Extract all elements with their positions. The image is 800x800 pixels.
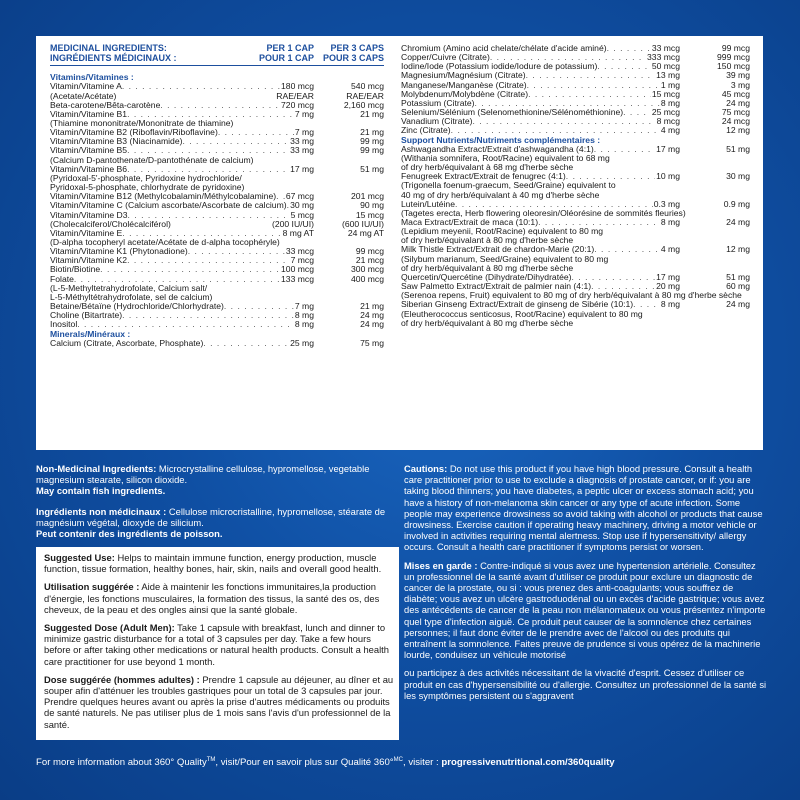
ingredient-row (50, 201, 384, 210)
header-col1-fr: POUR 1 CAP (258, 52, 314, 63)
ingredient-name: Vitamin/Vitamine B12 (Methylcobalamin/Méthylcobalamine) (50, 192, 277, 202)
ingredient-name: Vitamin/Vitamine K2 (50, 256, 128, 266)
ingredients-panel (36, 36, 763, 450)
amount-per-1-cap: 33 mcg (285, 246, 314, 257)
ingredient-row (401, 81, 750, 90)
ingredient-name: Selenium/Sélénium (Selenomethionine/Sélénométhionine) (401, 108, 624, 118)
leader-dots (472, 117, 655, 126)
ingredient-source-note: (Thiamine mononitrate/Mononitrate de thiamine) (50, 117, 234, 128)
utilisation-label: Utilisation suggérée : (44, 581, 140, 593)
amount-per-1-cap: 67 mcg (285, 191, 314, 202)
leader-dots (122, 311, 294, 320)
header-col1-en: PER 1 CAP (266, 43, 314, 53)
leader-dots (188, 247, 285, 256)
amount-per-1-cap: 180 mcg (281, 81, 314, 92)
amount-per-1-cap: 4 mg (660, 244, 680, 255)
leader-dots (490, 53, 646, 62)
leader-dots (597, 62, 650, 71)
amount-per-3-caps: 24 mg (726, 299, 750, 310)
amount-per-1-cap: 720 mcg (281, 99, 314, 110)
amount-per-1-cap: 100 mcg (281, 264, 314, 275)
header-divider (50, 65, 384, 66)
ingredient-row (401, 108, 750, 117)
nonmed-fr-text: Cellulose microcristalline, hypromellose, stéarate de magnésium végétal, dioxyde de silicium. (36, 505, 386, 528)
amount-per-1-cap: 17 mg (290, 163, 314, 174)
suggested-use-text: Helps to maintain immune function, energy production, muscle function, tissue formation, healthy bones, hair, skin, nails and overall good health. (44, 552, 382, 575)
ingredient-name: Saw Palmetto Extract/Extrait de palmier nain (4:1) (401, 282, 592, 292)
ingredient-source-note: of dry herb/équivalant à 80 mg d'herbe sèche (401, 317, 574, 328)
amount-per-3-caps: 24 mg (360, 319, 384, 330)
ingredient-name: Vitamin/Vitamine E (50, 228, 123, 238)
header-col2-en: PER 3 CAPS (330, 43, 384, 53)
ingredient-name: Fenugreek Extract/Extrait de fenugrec (4:1) (401, 172, 566, 182)
ingredient-source-note: (Lepidium meyenii, Root/Racine) equivalent to 80 mg (401, 226, 604, 237)
leader-dots (276, 192, 285, 201)
ingredient-name: Molybdenum/Molybdène (Citrate) (401, 89, 529, 99)
ingredient-name: Vitamin/Vitamine A (50, 82, 122, 92)
amount-per-3-caps: 201 mcg (351, 191, 384, 202)
ingredient-row (401, 90, 750, 99)
amount-per-3-caps: 2,160 mcg (343, 99, 384, 110)
ingredient-name: Calcium (Citrate, Ascorbate, Phosphate) (50, 338, 204, 348)
nonmed-en-text: Microcrystalline cellulose, hypromellose, vegetable magnesium stearate, silicon dioxide. (36, 463, 370, 486)
ingredient-name: Vitamin/Vitamine K1 (Phytonadione) (50, 247, 188, 257)
ingredient-name: Vanadium (Citrate) (401, 117, 473, 127)
amount-per-3-caps: 24 mg (726, 97, 750, 108)
cautions-section (404, 463, 768, 708)
nonmed-fr-fish: Peut contenir des ingrédients de poisson. (36, 528, 223, 540)
leader-dots (527, 81, 660, 90)
amount-per-3-caps: 99 mg (360, 145, 384, 156)
ingredients-left-column (50, 44, 384, 348)
ingredient-source-note: (Eleutherococcus senticosus, Root/Racine) equivalent to 80 mg (401, 308, 643, 319)
amount-per-1-cap: 17 mg (656, 271, 680, 282)
ingredient-name: Lutein/Lutéine (401, 199, 455, 209)
ingredient-row (50, 101, 384, 110)
amount-per-3-caps: 12 mg (726, 244, 750, 255)
ingredient-row (50, 211, 384, 220)
ingredient-source-note: (Silybum marianum, Seed/Graine) equivalent to 80 mg (401, 253, 609, 264)
amount-per-1-cap: 7 mg (294, 108, 314, 119)
ingredient-name: Vitamin/Vitamine D3 (50, 210, 128, 220)
amount-per-3-caps: 39 mg (726, 70, 750, 81)
minerals-list-continued (401, 44, 750, 136)
minerals-section-title: Minerals/Minéraux : (50, 328, 131, 339)
amount-per-1-cap: 30 mg (290, 200, 314, 211)
amount-per-1-cap: 5 mcg (290, 209, 314, 220)
leader-dots (116, 92, 275, 101)
amount-per-1-cap: 7 mg (294, 127, 314, 138)
amount-per-3-caps: 0.9 mg (723, 198, 750, 209)
ingredient-name: Vitamin/Vitamine B2 (Riboflavin/Riboflavine) (50, 128, 218, 138)
amount-per-3-caps: 24 mg (360, 310, 384, 321)
ingredient-row (50, 302, 384, 311)
footer-mc: MC (393, 757, 403, 763)
ingredient-name: Vitamin/Vitamine B1 (50, 109, 128, 119)
ingredient-name: Iodine/Iode (Potassium iodide/Iodure de potassium) (401, 62, 598, 72)
ingredient-row (50, 247, 384, 256)
leader-dots (127, 256, 290, 265)
ingredient-name: Milk Thistle Extract/Extrait de chardon-Marie (20:1) (401, 245, 595, 255)
ingredient-source-note: (Pyridoxal-5'-phosphate, Pyridoxine hydrochloride/ (50, 172, 242, 183)
footer-url[interactable]: progressivenutritional.com/360quality (441, 757, 615, 769)
amount-per-3-caps: 99 mcg (355, 246, 384, 257)
ingredient-row (50, 82, 384, 91)
amount-per-3-caps: 12 mg (726, 125, 750, 136)
amount-per-3-caps: 150 mcg (717, 61, 750, 72)
ingredient-source-note: of dry herb/équivalant à 80 mg d'herbe sèche (401, 262, 574, 273)
amount-per-1-cap: 25 mcg (651, 107, 680, 118)
amount-per-3-caps: 400 mcg (351, 273, 384, 284)
amount-per-3-caps: 99 mg (360, 136, 384, 147)
ingredient-name: Inositol (50, 320, 78, 330)
leader-dots (171, 220, 271, 229)
amount-per-1-cap: RAE/EAR (276, 90, 314, 101)
amount-per-3-caps: RAE/EAR (346, 90, 384, 101)
ingredient-name: Biotin/Biotine (50, 265, 101, 275)
ingredient-source-note: (Withania somnifera, Root/Racine) equivalent to 68 mg (401, 152, 610, 163)
amount-per-3-caps: 21 mg (360, 127, 384, 138)
amount-per-1-cap: 33 mg (290, 136, 314, 147)
ingredient-row (50, 192, 384, 201)
amount-per-3-caps: 24 mg (726, 216, 750, 227)
ingredient-source-note: (L-5-Methyltetrahydrofolate, Calcium salt/ (50, 282, 208, 293)
amount-per-3-caps: 30 mg (726, 171, 750, 182)
ingredient-row (401, 99, 750, 108)
nonmed-en-label: Non-Medicinal Ingredients: (36, 463, 157, 474)
amount-per-3-caps: 21 mg (360, 108, 384, 119)
ingredient-source-note: (Serenoa repens, Fruit) equivalent to 80 mg of dry herb/équivalant à 80 mg d'herbe sèche (401, 290, 742, 301)
ingredient-name: Vitamin/Vitamine C (Calcium ascorbate/Ascorbate de calcium) (50, 201, 287, 211)
ingredient-name: (Acetate/Acétate) (50, 91, 117, 101)
leader-dots (218, 128, 294, 137)
ingredient-row (401, 273, 750, 282)
ingredient-row (401, 71, 750, 80)
ingredient-source-note: (Calcium D-pantothenate/D-pantothénate de calcium) (50, 154, 254, 165)
suggested-use-label: Suggested Use: (44, 552, 115, 563)
amount-per-3-caps: 21 mg (360, 301, 384, 312)
footer-mid: , visit/Pour en savoir plus sur Qualité 360° (215, 757, 394, 769)
amount-per-1-cap: 20 mg (656, 281, 680, 292)
amount-per-3-caps: 21 mcg (355, 255, 384, 266)
ingredient-name: Vitamin/Vitamine B5 (50, 146, 128, 156)
cautions-fr-label: Mises en garde : (404, 559, 478, 571)
cautions-fr-text-continued: ou participez à des activités nécessitant de la vivacité d'esprit. Cessez d'utiliser ce produit en cas d'hypersensibilité ou d'allergie. Consultez un professionnel de la santé si les symptômes persistent ou s'aggravent (404, 667, 767, 701)
amount-per-3-caps: 51 mg (726, 143, 750, 154)
table-header (50, 44, 384, 63)
cautions-fr-text: Contre-indiqué si vous avez une hypertension artérielle. Consultez un professionnel de la santé avant d'utiliser ce produit pour exclure un diagnostic de cancer de la prostate, ou si : vous prenez des anti-coagulants; vous souffrez de diabète; vous avez un ulcère gastroduodénal ou un excès d'acide gastrique; vous avez des antécédents de cancer de la peau non mélanomateux ou vous présentez n'importe quel type d'infection aiguë. Ce produit peut causer de la somnolence chez certaines personnes; il faut donc éviter de le prendre avec de l'alcool ou des produits qui entraînent la somnolence. Faites preuve de prudence si vous opérez de la machinerie lourde, conduisez un véhicule motorisé (404, 559, 766, 661)
amount-per-1-cap: 33 mg (290, 145, 314, 156)
leader-dots (475, 99, 660, 108)
ingredient-row (50, 311, 384, 320)
leader-dots (607, 44, 651, 53)
ingredient-row (50, 92, 384, 101)
ingredient-name: Siberian Ginseng Extract/Extrait de ginseng de Sibérie (10:1) (401, 300, 634, 310)
leader-dots (203, 339, 289, 348)
ingredient-row (401, 44, 750, 53)
amount-per-1-cap: 8 mg (660, 299, 680, 310)
ingredient-name: Folate (50, 274, 74, 284)
support-nutrients-list (401, 145, 750, 328)
ingredient-name: Copper/Cuivre (Citrate) (401, 53, 490, 63)
amount-per-1-cap: (200 IU/UI) (271, 218, 314, 229)
amount-per-1-cap: 10 mg (656, 171, 680, 182)
leader-dots (526, 71, 655, 80)
ingredient-name: Vitamin/Vitamine B6 (50, 164, 128, 174)
leader-dots (122, 82, 280, 91)
nonmed-fr-label: Ingrédients non médicinaux : (36, 505, 167, 517)
header-col2-fr: POUR 3 CAPS (322, 52, 384, 63)
support-nutrients-title: Support Nutrients/Nutriments complémentaires : (401, 134, 601, 145)
amount-per-1-cap: 50 mcg (651, 61, 680, 72)
amount-per-3-caps: 300 mcg (351, 264, 384, 275)
amount-per-1-cap: 8 mcg (656, 116, 680, 127)
amount-per-3-caps: 99 mcg (721, 43, 750, 53)
ingredient-row (50, 256, 384, 265)
amount-per-3-caps: 45 mcg (721, 88, 750, 99)
amount-per-1-cap: 8 mg (294, 310, 314, 321)
footer-pre: For more information about 360° Quality (36, 757, 207, 769)
leader-dots (100, 265, 280, 274)
amount-per-1-cap: 8 mg AT (282, 227, 314, 238)
leader-dots (160, 101, 280, 110)
ingredient-source-note: of dry herb/équivalant à 80 mg d'herbe sèche (401, 235, 574, 246)
footer-visit: , visiter : (402, 757, 442, 769)
header-name-en: MEDICINAL INGREDIENTS: (50, 43, 167, 53)
ingredient-row (50, 220, 384, 229)
amount-per-1-cap: 8 mg (660, 97, 680, 108)
suggested-use-content (44, 552, 396, 737)
amount-per-3-caps: 51 mg (360, 163, 384, 174)
footer-tm: TM (206, 757, 216, 763)
dose-fr-label: Dose suggérée (hommes adultes) : (44, 673, 200, 685)
amount-per-3-caps: 540 mcg (351, 81, 384, 92)
amount-per-3-caps: 90 mg (360, 200, 384, 211)
amount-per-3-caps: 15 mcg (355, 209, 384, 220)
leader-dots (182, 137, 289, 146)
amount-per-1-cap: 33 mcg (651, 43, 680, 53)
utilisation-text: Aide à maintenir les fonctions immunitaires,la production d'énergie, les fonctions musculaires, la formation des tissus, la santé des os, des cheveux, de la peau et des ongles ainsi que la santé globale. (44, 581, 380, 615)
amount-per-1-cap: 7 mg (294, 301, 314, 312)
suggested-dose-text: Take 1 capsule with breakfast, lunch and dinner to minimize gastric disturbance for a total of 3 capsules per day. Take a few hours before or after taking other medications or natural health products. Consult a health care practitioner for use beyond 1 month. (44, 622, 389, 667)
ingredient-name: Vitamin/Vitamine B3 (Niacinamide) (50, 137, 183, 147)
header-name-fr: INGRÉDIENTS MÉDICINAUX : (50, 52, 177, 63)
nonmed-en-fish: May contain fish ingredients. (36, 485, 166, 497)
leader-dots (623, 108, 651, 117)
amount-per-3-caps: 60 mg (726, 281, 750, 292)
amount-per-1-cap: 17 mg (656, 143, 680, 154)
vitamins-section-title: Vitamins/Vitamines : (50, 72, 134, 83)
amount-per-3-caps: 75 mcg (721, 107, 750, 118)
ingredient-source-note: Pyridoxal-5-phosphate, chlorhydrate de pyridoxine) (50, 182, 245, 193)
amount-per-1-cap: 7 mcg (290, 255, 314, 266)
footer (36, 757, 763, 768)
ingredient-row (401, 117, 750, 126)
leader-dots (128, 211, 290, 220)
ingredient-name: Magnesium/Magnésium (Citrate) (401, 71, 526, 81)
ingredient-row (50, 265, 384, 274)
amount-per-3-caps: 51 mg (726, 271, 750, 282)
amount-per-3-caps: 75 mg (360, 337, 384, 348)
cautions-en-text: Do not use this product if you have high blood pressure. Consult a health care practitioner prior to use to exclude a diagnosis of prostate cancer, or if: you are taking blood thinners; you have diabetes, a peptic ulcer or excess stomach acid; you have a history of non-melanoma skin cancer or any type of acute infection. Some people may experience drowsiness so avoid taking with alcohol or products that cause drowsiness. Exercise caution if operating heavy machinery, driving a motor vehicle or involved in activities requiring mental alertness. Stop use if hypersensitivity/ allergy occurs. Consult a health care practitioner if symptoms persist or worsen. (404, 463, 763, 553)
ingredient-name: Manganese/Manganèse (Citrate) (401, 80, 527, 90)
ingredient-row (50, 137, 384, 146)
dose-fr-text: Prendre 1 capsule au déjeuner, au dîner et au souper afin d'atténuer les troubles gastriques pour un total de 3 capsules par jour. Prendre quelques heures avant ou après la prise d'autres médicaments ou produits de santé naturels. Ne pas utiliser plus de 1 mois sans l'avis d'un professionnel de la santé. (44, 673, 394, 730)
suggested-use-panel (36, 547, 399, 740)
ingredients-right-column (401, 44, 750, 328)
ingredient-row (50, 339, 384, 348)
leader-dots (572, 273, 656, 282)
amount-per-1-cap: 15 mcg (651, 88, 680, 99)
amount-per-3-caps: 999 mcg (717, 52, 750, 63)
ingredient-name: (Cholecalciferol/Cholécalciférol) (50, 219, 171, 229)
amount-per-1-cap: 13 mg (656, 70, 680, 81)
amount-per-1-cap: 0.3 mg (653, 198, 680, 209)
minerals-list (50, 339, 384, 348)
cautions-en-label: Cautions: (404, 463, 448, 474)
amount-per-1-cap: 25 mg (290, 337, 314, 348)
amount-per-3-caps: (600 IU/UI) (341, 218, 384, 229)
ingredient-name: Quercetin/Quercétine (Dihydrate/Dihydratée) (401, 272, 572, 282)
amount-per-1-cap: 8 mg (660, 216, 680, 227)
ingredient-name: Potassium (Citrate) (401, 98, 475, 108)
ingredient-name: Ashwagandha Extract/Extrait d'ashwagandha (4:1) (401, 144, 594, 154)
leader-dots (528, 90, 651, 99)
ingredient-row (50, 128, 384, 137)
amount-per-1-cap: 333 mcg (647, 52, 680, 63)
vitamins-list (50, 82, 384, 329)
ingredient-name: Betaine/Bétaïne (Hydrochloride/Chlorhydrate) (50, 302, 224, 312)
ingredient-source-note: of dry herb/équivalant à 68 mg d'herbe sèche (401, 162, 574, 173)
amount-per-3-caps: 3 mg (730, 79, 750, 90)
amount-per-1-cap: 4 mg (660, 125, 680, 136)
non-medicinal-ingredients (36, 463, 400, 546)
ingredient-row (401, 53, 750, 62)
ingredient-row (401, 62, 750, 71)
ingredient-source-note: 40 mg of dry herb/équivalant à 40 mg d'herbe sèche (401, 189, 600, 200)
ingredient-source-note: L-5-Méthyltétrahydrofolate, sel de calcium) (50, 291, 213, 302)
ingredient-name: Zinc (Citrate) (401, 126, 451, 136)
amount-per-1-cap: 133 mcg (281, 273, 314, 284)
ingredient-source-note: (Tagetes erecta, Herb flowering oleoresin/Oléorésine de sommités fleuries) (401, 207, 686, 218)
ingredient-name: Beta-carotene/Bêta-carotène (50, 100, 161, 110)
leader-dots (224, 302, 294, 311)
ingredient-name: Maca Extract/Extrait de maca (10:1) (401, 217, 539, 227)
amount-per-1-cap: 1 mg (660, 79, 680, 90)
ingredient-source-note: (D-alpha tocopheryl acetate/Acétate de d-alpha tocophéryle) (50, 237, 280, 247)
amount-per-3-caps: 24 mcg (721, 116, 750, 127)
ingredient-source-note: (Trigonella foenum-graecum, Seed/Graine) equivalent to (401, 180, 616, 191)
ingredient-name: Chromium (Amino acid chelate/chélate d'acide aminé) (401, 44, 607, 53)
amount-per-1-cap: 8 mg (294, 319, 314, 330)
suggested-dose-label: Suggested Dose (Adult Men): (44, 622, 175, 634)
ingredient-name: Choline (Bitartrate) (50, 311, 123, 321)
amount-per-3-caps: 24 mg AT (347, 227, 384, 238)
